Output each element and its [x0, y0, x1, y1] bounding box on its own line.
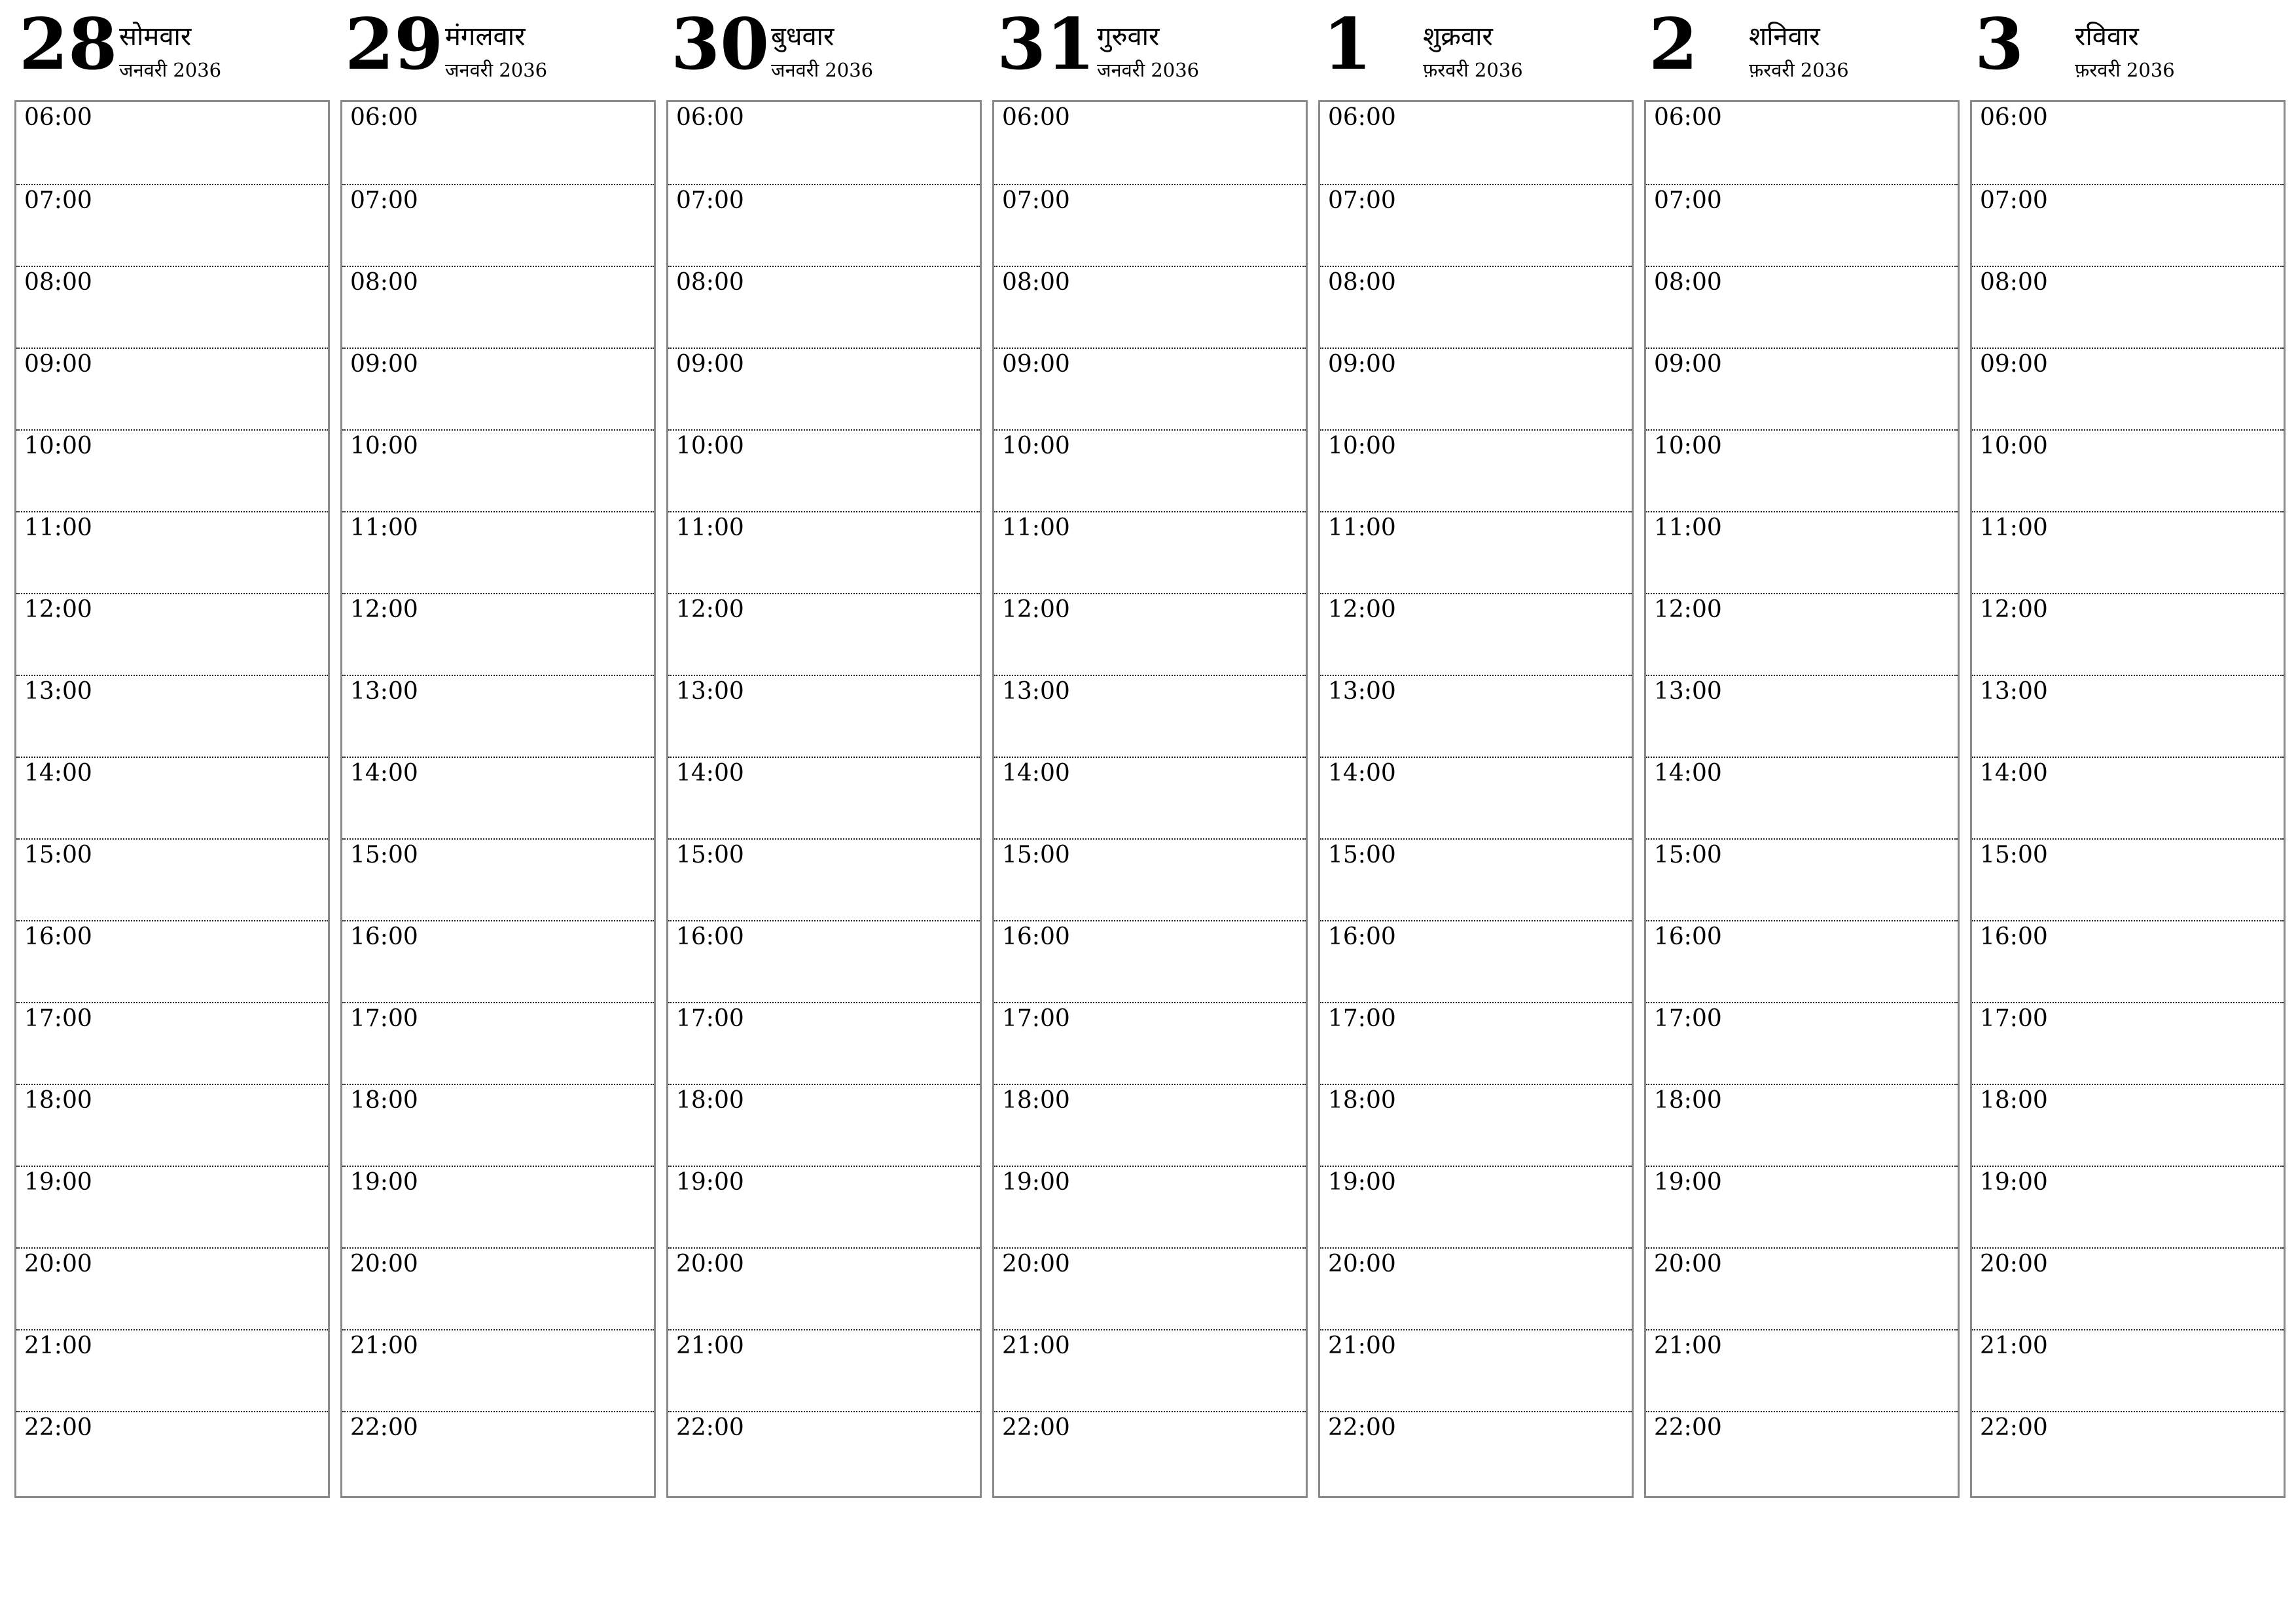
- time-label: 14:00: [676, 760, 744, 787]
- time-label: 11:00: [1980, 514, 2048, 541]
- time-slot[interactable]: [1320, 348, 1632, 431]
- time-label: 20:00: [1328, 1251, 1396, 1277]
- time-label: 07:00: [24, 187, 92, 214]
- time-slot[interactable]: [342, 1247, 654, 1330]
- time-label: 18:00: [676, 1087, 744, 1114]
- day-header: [14, 0, 329, 98]
- time-slot[interactable]: [1320, 838, 1632, 921]
- day-header: [666, 0, 980, 98]
- time-label: 17:00: [1980, 1005, 2048, 1032]
- time-slot[interactable]: [668, 102, 980, 184]
- time-label: 15:00: [1654, 842, 1722, 868]
- time-slot[interactable]: [342, 1084, 654, 1167]
- time-label: 10:00: [350, 433, 418, 459]
- time-slot[interactable]: [1972, 429, 2284, 512]
- weekday-name: रविवार: [2075, 22, 2139, 52]
- time-label: 08:00: [1654, 269, 1722, 296]
- time-label: 19:00: [24, 1169, 92, 1196]
- time-slot[interactable]: [1320, 1411, 1632, 1494]
- time-label: 09:00: [350, 351, 418, 378]
- time-slot[interactable]: [1972, 1247, 2284, 1330]
- time-slot[interactable]: [16, 1002, 328, 1085]
- day-column: [666, 0, 980, 1505]
- time-slot[interactable]: [1972, 348, 2284, 431]
- day-number: 30: [671, 3, 770, 86]
- time-slot[interactable]: [1972, 1084, 2284, 1167]
- time-slot[interactable]: [1320, 1247, 1632, 1330]
- time-label: 06:00: [1002, 104, 1070, 131]
- time-label: 08:00: [24, 269, 92, 296]
- time-label: 16:00: [350, 923, 418, 950]
- day-number: 3: [1975, 3, 2024, 86]
- day-header: [340, 0, 655, 98]
- time-label: 17:00: [24, 1005, 92, 1032]
- time-label: 12:00: [1654, 596, 1722, 623]
- time-label: 21:00: [1328, 1332, 1396, 1359]
- time-slot[interactable]: [1320, 266, 1632, 349]
- time-label: 06:00: [1328, 104, 1396, 131]
- weekday-name: सोमवार: [119, 22, 192, 52]
- time-label: 14:00: [1328, 760, 1396, 787]
- time-slot[interactable]: [1646, 838, 1958, 921]
- weekday-name: गुरुवार: [1097, 22, 1160, 52]
- time-slot[interactable]: [668, 429, 980, 512]
- day-number: 31: [997, 3, 1096, 86]
- time-slot[interactable]: [1320, 1002, 1632, 1085]
- time-label: 12:00: [1980, 596, 2048, 623]
- time-label: 22:00: [1980, 1414, 2048, 1441]
- time-slot[interactable]: [1646, 757, 1958, 840]
- time-slot[interactable]: [1320, 511, 1632, 594]
- time-slot[interactable]: [342, 429, 654, 512]
- time-label: 08:00: [1980, 269, 2048, 296]
- time-label: 07:00: [1654, 187, 1722, 214]
- day-header: [1970, 0, 2284, 98]
- time-label: 12:00: [350, 596, 418, 623]
- time-label: 16:00: [676, 923, 744, 950]
- time-slot[interactable]: [16, 1084, 328, 1167]
- month-year-label: फ़रवरी 2036: [2075, 59, 2175, 81]
- day-schedule-box: [1318, 100, 1634, 1498]
- time-slot[interactable]: [668, 1411, 980, 1494]
- time-label: 17:00: [676, 1005, 744, 1032]
- weekday-name: शुक्रवार: [1423, 22, 1493, 52]
- time-slot[interactable]: [994, 429, 1306, 512]
- time-slot[interactable]: [1320, 1084, 1632, 1167]
- time-slot[interactable]: [1646, 266, 1958, 349]
- time-label: 17:00: [1328, 1005, 1396, 1032]
- time-slot[interactable]: [994, 920, 1306, 1003]
- time-slot[interactable]: [668, 184, 980, 267]
- time-slot[interactable]: [994, 838, 1306, 921]
- time-label: 18:00: [1002, 1087, 1070, 1114]
- time-slot[interactable]: [1972, 1166, 2284, 1249]
- time-slot[interactable]: [342, 511, 654, 594]
- day-schedule-box: [1644, 100, 1960, 1498]
- time-label: 15:00: [24, 842, 92, 868]
- month-year-label: फ़रवरी 2036: [1423, 59, 1523, 81]
- time-slot[interactable]: [342, 348, 654, 431]
- time-slot[interactable]: [994, 102, 1306, 184]
- time-label: 12:00: [1328, 596, 1396, 623]
- time-slot[interactable]: [1320, 184, 1632, 267]
- time-slot[interactable]: [994, 675, 1306, 758]
- time-label: 14:00: [1654, 760, 1722, 787]
- time-slot[interactable]: [16, 429, 328, 512]
- time-label: 11:00: [1002, 514, 1070, 541]
- time-label: 20:00: [350, 1251, 418, 1277]
- time-slot[interactable]: [1972, 511, 2284, 594]
- time-slot[interactable]: [342, 593, 654, 676]
- time-slot[interactable]: [1320, 102, 1632, 184]
- time-label: 13:00: [350, 678, 418, 705]
- time-label: 11:00: [350, 514, 418, 541]
- day-column: [14, 0, 329, 1505]
- time-label: 21:00: [1980, 1332, 2048, 1359]
- time-slot[interactable]: [1646, 1084, 1958, 1167]
- time-label: 13:00: [676, 678, 744, 705]
- time-slot[interactable]: [994, 1329, 1306, 1412]
- time-slot[interactable]: [1646, 348, 1958, 431]
- day-schedule-box: [992, 100, 1308, 1498]
- time-label: 17:00: [1654, 1005, 1722, 1032]
- time-slot[interactable]: [994, 266, 1306, 349]
- time-label: 22:00: [24, 1414, 92, 1441]
- time-slot[interactable]: [1972, 1002, 2284, 1085]
- time-slot[interactable]: [1320, 675, 1632, 758]
- time-slot[interactable]: [1972, 757, 2284, 840]
- day-schedule-box: [14, 100, 330, 1498]
- time-slot[interactable]: [1646, 511, 1958, 594]
- time-slot[interactable]: [668, 1329, 980, 1412]
- time-label: 18:00: [1328, 1087, 1396, 1114]
- time-label: 19:00: [1002, 1169, 1070, 1196]
- time-slot[interactable]: [16, 1166, 328, 1249]
- time-slot[interactable]: [668, 757, 980, 840]
- weekday-name: बुधवार: [771, 22, 834, 52]
- time-label: 08:00: [1328, 269, 1396, 296]
- time-slot[interactable]: [1646, 1247, 1958, 1330]
- time-slot[interactable]: [1320, 1166, 1632, 1249]
- time-slot[interactable]: [1320, 429, 1632, 512]
- time-label: 06:00: [350, 104, 418, 131]
- time-slot[interactable]: [16, 1329, 328, 1412]
- day-number: 28: [19, 3, 118, 86]
- month-year-label: जनवरी 2036: [771, 59, 874, 81]
- time-slot[interactable]: [994, 1084, 1306, 1167]
- day-schedule-box: [340, 100, 656, 1498]
- time-label: 11:00: [1328, 514, 1396, 541]
- time-label: 19:00: [676, 1169, 744, 1196]
- weekday-name: मंगलवार: [445, 22, 526, 52]
- time-label: 13:00: [1654, 678, 1722, 705]
- time-label: 09:00: [24, 351, 92, 378]
- time-slot[interactable]: [994, 1247, 1306, 1330]
- time-slot[interactable]: [342, 1002, 654, 1085]
- time-label: 16:00: [1980, 923, 2048, 950]
- time-label: 10:00: [1002, 433, 1070, 459]
- time-slot[interactable]: [994, 184, 1306, 267]
- time-slot[interactable]: [994, 593, 1306, 676]
- time-slot[interactable]: [1320, 920, 1632, 1003]
- time-slot[interactable]: [16, 838, 328, 921]
- day-column: [1318, 0, 1632, 1505]
- time-slot[interactable]: [668, 838, 980, 921]
- time-label: 22:00: [350, 1414, 418, 1441]
- time-label: 19:00: [1980, 1169, 2048, 1196]
- time-slot[interactable]: [1320, 593, 1632, 676]
- time-label: 06:00: [1654, 104, 1722, 131]
- time-slot[interactable]: [1646, 1166, 1958, 1249]
- time-label: 17:00: [1002, 1005, 1070, 1032]
- time-label: 18:00: [1980, 1087, 2048, 1114]
- time-slot[interactable]: [16, 102, 328, 184]
- time-label: 12:00: [1002, 596, 1070, 623]
- day-column: [992, 0, 1306, 1505]
- time-slot[interactable]: [1972, 1329, 2284, 1412]
- time-label: 08:00: [1002, 269, 1070, 296]
- time-label: 21:00: [676, 1332, 744, 1359]
- time-slot[interactable]: [668, 1166, 980, 1249]
- time-slot[interactable]: [342, 1411, 654, 1494]
- time-label: 18:00: [24, 1087, 92, 1114]
- time-slot[interactable]: [1972, 102, 2284, 184]
- time-label: 10:00: [24, 433, 92, 459]
- time-label: 11:00: [676, 514, 744, 541]
- time-label: 14:00: [1002, 760, 1070, 787]
- time-slot[interactable]: [16, 1247, 328, 1330]
- time-slot[interactable]: [342, 1329, 654, 1412]
- time-label: 21:00: [24, 1332, 92, 1359]
- time-label: 19:00: [350, 1169, 418, 1196]
- time-slot[interactable]: [342, 1166, 654, 1249]
- time-slot[interactable]: [1972, 1411, 2284, 1494]
- time-slot[interactable]: [16, 348, 328, 431]
- time-label: 12:00: [676, 596, 744, 623]
- time-label: 13:00: [1980, 678, 2048, 705]
- time-label: 20:00: [24, 1251, 92, 1277]
- time-label: 15:00: [1980, 842, 2048, 868]
- time-label: 06:00: [1980, 104, 2048, 131]
- time-label: 15:00: [1002, 842, 1070, 868]
- time-label: 07:00: [1980, 187, 2048, 214]
- time-slot[interactable]: [1646, 1411, 1958, 1494]
- day-header: [1644, 0, 1958, 98]
- time-slot[interactable]: [1646, 1002, 1958, 1085]
- time-slot[interactable]: [16, 184, 328, 267]
- time-label: 14:00: [350, 760, 418, 787]
- time-label: 09:00: [1980, 351, 2048, 378]
- time-label: 16:00: [1654, 923, 1722, 950]
- time-label: 10:00: [676, 433, 744, 459]
- time-label: 13:00: [24, 678, 92, 705]
- time-slot[interactable]: [342, 675, 654, 758]
- time-slot[interactable]: [342, 838, 654, 921]
- day-column: [340, 0, 655, 1505]
- time-slot[interactable]: [342, 102, 654, 184]
- time-label: 10:00: [1328, 433, 1396, 459]
- time-slot[interactable]: [342, 266, 654, 349]
- time-slot[interactable]: [668, 920, 980, 1003]
- time-label: 13:00: [1002, 678, 1070, 705]
- time-slot[interactable]: [1646, 102, 1958, 184]
- time-label: 16:00: [24, 923, 92, 950]
- time-slot[interactable]: [1646, 920, 1958, 1003]
- time-label: 09:00: [676, 351, 744, 378]
- time-slot[interactable]: [994, 757, 1306, 840]
- time-label: 20:00: [676, 1251, 744, 1277]
- time-slot[interactable]: [16, 920, 328, 1003]
- day-header: [992, 0, 1306, 98]
- time-slot[interactable]: [1972, 593, 2284, 676]
- time-label: 17:00: [350, 1005, 418, 1032]
- time-label: 09:00: [1654, 351, 1722, 378]
- time-label: 07:00: [350, 187, 418, 214]
- time-label: 16:00: [1002, 923, 1070, 950]
- time-label: 19:00: [1328, 1169, 1396, 1196]
- time-slot[interactable]: [668, 1084, 980, 1167]
- time-label: 20:00: [1980, 1251, 2048, 1277]
- time-slot[interactable]: [1646, 184, 1958, 267]
- time-slot[interactable]: [1646, 675, 1958, 758]
- time-slot[interactable]: [342, 920, 654, 1003]
- time-label: 15:00: [1328, 842, 1396, 868]
- time-slot[interactable]: [16, 1411, 328, 1494]
- time-slot[interactable]: [1972, 675, 2284, 758]
- time-slot[interactable]: [16, 675, 328, 758]
- time-label: 08:00: [350, 269, 418, 296]
- time-slot[interactable]: [342, 184, 654, 267]
- time-label: 15:00: [676, 842, 744, 868]
- time-slot[interactable]: [1972, 184, 2284, 267]
- time-slot[interactable]: [1320, 1329, 1632, 1412]
- time-slot[interactable]: [994, 348, 1306, 431]
- time-slot[interactable]: [1320, 757, 1632, 840]
- time-label: 21:00: [350, 1332, 418, 1359]
- time-slot[interactable]: [16, 757, 328, 840]
- month-year-label: जनवरी 2036: [119, 59, 222, 81]
- time-label: 07:00: [676, 187, 744, 214]
- time-label: 20:00: [1002, 1251, 1070, 1277]
- time-slot[interactable]: [16, 593, 328, 676]
- time-label: 06:00: [24, 104, 92, 131]
- time-slot[interactable]: [342, 757, 654, 840]
- time-label: 07:00: [1328, 187, 1396, 214]
- time-slot[interactable]: [1972, 266, 2284, 349]
- time-label: 10:00: [1654, 433, 1722, 459]
- time-slot[interactable]: [994, 1002, 1306, 1085]
- time-slot[interactable]: [994, 1411, 1306, 1494]
- month-year-label: जनवरी 2036: [1097, 59, 1200, 81]
- time-slot[interactable]: [668, 1002, 980, 1085]
- day-number: 1: [1323, 3, 1372, 86]
- time-label: 22:00: [1654, 1414, 1722, 1441]
- time-label: 19:00: [1654, 1169, 1722, 1196]
- time-label: 21:00: [1654, 1332, 1722, 1359]
- time-slot[interactable]: [668, 266, 980, 349]
- time-slot[interactable]: [1972, 838, 2284, 921]
- time-label: 09:00: [1002, 351, 1070, 378]
- time-label: 14:00: [24, 760, 92, 787]
- time-slot[interactable]: [668, 1247, 980, 1330]
- time-label: 13:00: [1328, 678, 1396, 705]
- time-label: 10:00: [1980, 433, 2048, 459]
- time-label: 20:00: [1654, 1251, 1722, 1277]
- time-label: 06:00: [676, 104, 744, 131]
- time-label: 09:00: [1328, 351, 1396, 378]
- time-label: 11:00: [24, 514, 92, 541]
- time-label: 21:00: [1002, 1332, 1070, 1359]
- time-label: 22:00: [676, 1414, 744, 1441]
- day-number: 29: [345, 3, 444, 86]
- time-slot[interactable]: [994, 511, 1306, 594]
- day-column: [1644, 0, 1958, 1505]
- time-slot[interactable]: [1646, 1329, 1958, 1412]
- time-slot[interactable]: [16, 511, 328, 594]
- time-slot[interactable]: [16, 266, 328, 349]
- time-label: 15:00: [350, 842, 418, 868]
- day-schedule-box: [666, 100, 982, 1498]
- time-label: 11:00: [1654, 514, 1722, 541]
- time-label: 16:00: [1328, 923, 1396, 950]
- time-label: 22:00: [1002, 1414, 1070, 1441]
- time-slot[interactable]: [668, 348, 980, 431]
- time-slot[interactable]: [994, 1166, 1306, 1249]
- time-slot[interactable]: [1646, 429, 1958, 512]
- month-year-label: जनवरी 2036: [445, 59, 548, 81]
- day-column: [1970, 0, 2284, 1505]
- month-year-label: फ़रवरी 2036: [1749, 59, 1849, 81]
- time-label: 18:00: [350, 1087, 418, 1114]
- time-label: 14:00: [1980, 760, 2048, 787]
- time-label: 12:00: [24, 596, 92, 623]
- day-header: [1318, 0, 1632, 98]
- time-slot[interactable]: [668, 511, 980, 594]
- weekday-name: शनिवार: [1749, 22, 1820, 52]
- time-label: 22:00: [1328, 1414, 1396, 1441]
- time-slot[interactable]: [668, 593, 980, 676]
- time-label: 08:00: [676, 269, 744, 296]
- day-schedule-box: [1970, 100, 2286, 1498]
- time-slot[interactable]: [1972, 920, 2284, 1003]
- time-label: 07:00: [1002, 187, 1070, 214]
- time-label: 18:00: [1654, 1087, 1722, 1114]
- time-slot[interactable]: [1646, 593, 1958, 676]
- time-slot[interactable]: [668, 675, 980, 758]
- day-number: 2: [1649, 3, 1698, 86]
